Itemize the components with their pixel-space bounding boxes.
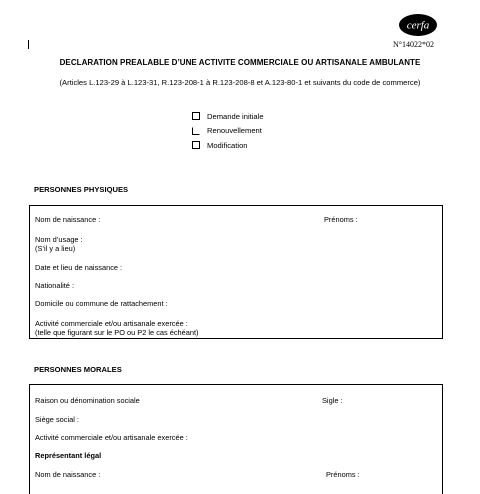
form-number: N°14022*02 — [393, 40, 434, 49]
pp-nationalite-field[interactable]: Nationalité : — [35, 281, 75, 290]
pp-nom-usage-field[interactable] — [35, 235, 83, 253]
modification-label: Modification — [207, 140, 248, 150]
pm-nom-naissance-field[interactable]: Nom de naissance : — [35, 470, 101, 479]
personnes-physiques-panel — [29, 205, 443, 339]
cerfa-logo-text: cerfa — [406, 19, 430, 32]
pp-nom-naissance-field[interactable]: Nom de naissance : — [35, 215, 101, 224]
option-renouvellement[interactable] — [192, 124, 264, 139]
pp-prenoms-field[interactable]: Prénoms : — [324, 215, 358, 224]
option-demande-initiale[interactable] — [192, 109, 264, 124]
pm-activite-field[interactable]: Activité commerciale et/ou artisanale exercée : — [35, 433, 188, 442]
option-modification[interactable] — [192, 138, 264, 153]
margin-mark — [28, 40, 29, 49]
form-title: DECLARATION PREALABLE D’UNE ACTIVITE COMMERCIALE OU ARTISANALE AMBULANTE — [59, 58, 421, 67]
pp-domicile-field[interactable]: Domicile ou commune de rattachement : — [35, 299, 168, 308]
declaration-type-options — [192, 109, 264, 153]
pm-sigle-field[interactable]: Sigle : — [322, 396, 343, 405]
demande-initiale-label: Demande initiale — [207, 111, 264, 121]
renouvellement-label: Renouvellement — [207, 126, 262, 136]
pp-nom-usage-label: Nom d’usage : — [35, 235, 83, 244]
pm-siege-social-field[interactable]: Siège social : — [35, 415, 79, 424]
pm-prenoms-field[interactable]: Prénoms : — [326, 470, 360, 479]
renouvellement-checkbox[interactable] — [192, 127, 200, 135]
pp-activite-hint: (telle que figurant sur le PO ou P2 le cas échéant) — [35, 328, 199, 337]
section-title-personnes-physiques: PERSONNES PHYSIQUES — [34, 185, 129, 194]
form-subtitle: (Articles L.123-29 à L.123-31, R.123-208-1 à R.123-208-8 et A.123-80-1 et suivants du code de commerce) — [59, 78, 421, 87]
section-title-personnes-morales: PERSONNES MORALES — [34, 365, 122, 374]
pm-raison-sociale-field[interactable]: Raison ou dénomination sociale — [35, 396, 140, 405]
pp-date-lieu-naissance-field[interactable]: Date et lieu de naissance : — [35, 263, 123, 272]
pp-nom-usage-hint: (S’il y a lieu) — [35, 244, 76, 253]
modification-checkbox[interactable] — [192, 141, 200, 149]
cerfa-logo — [398, 13, 438, 37]
demande-initiale-checkbox[interactable] — [192, 112, 200, 120]
pp-activite-field[interactable] — [35, 319, 199, 337]
pm-representant-legal-heading: Représentant légal — [35, 451, 102, 460]
pp-activite-label: Activité commerciale et/ou artisanale exercée : — [35, 319, 188, 328]
personnes-morales-panel — [29, 384, 443, 494]
